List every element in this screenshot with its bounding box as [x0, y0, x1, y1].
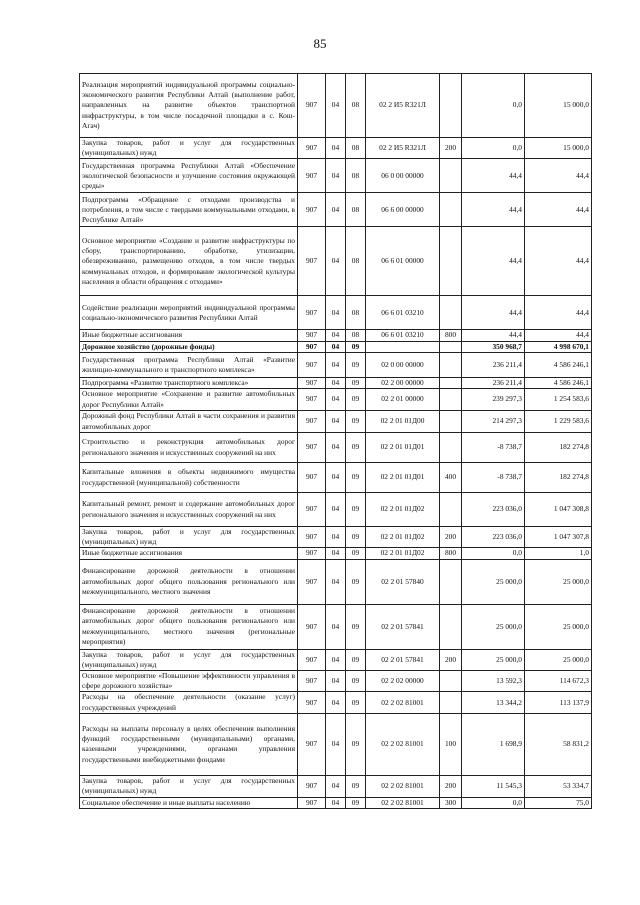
amount-total: 1 254 583,6	[525, 389, 592, 411]
subsection-code: 09	[346, 692, 366, 713]
subsection-code: 09	[346, 433, 366, 463]
section-code: 04	[326, 548, 346, 559]
expense-type-code	[440, 692, 462, 713]
amount-total: 44,4	[525, 296, 592, 330]
expense-type-code: 800	[440, 548, 462, 559]
subsection-code: 09	[346, 377, 366, 388]
expense-type-code	[440, 411, 462, 433]
amount-change: 214 297,3	[462, 411, 525, 433]
grbs-code: 907	[298, 330, 326, 341]
subsection-code: 08	[346, 227, 366, 296]
section-code: 04	[326, 389, 346, 411]
expense-type-code	[440, 296, 462, 330]
section-code: 04	[326, 604, 346, 649]
expense-type-code	[440, 671, 462, 692]
row-name: Закупка товаров, работ и услуг для государственных (муниципальных) нужд	[80, 527, 298, 548]
grbs-code: 907	[298, 352, 326, 377]
grbs-code: 907	[298, 411, 326, 433]
section-code: 04	[326, 433, 346, 463]
section-code: 04	[326, 797, 346, 808]
target-article-code: 06 0 00 00000	[366, 159, 440, 193]
subsection-code: 08	[346, 330, 366, 341]
target-article-code: 06 6 01 00000	[366, 227, 440, 296]
expense-type-code	[440, 341, 462, 352]
subsection-code: 09	[346, 671, 366, 692]
amount-change: 236 211,4	[462, 352, 525, 377]
amount-change: 239 297,3	[462, 389, 525, 411]
row-name: Основное мероприятие «Сохранение и развитие автомобильных дорог Республики Алтай»	[80, 389, 298, 411]
amount-change: 44,4	[462, 330, 525, 341]
target-article-code: 02 2 01 57841	[366, 604, 440, 649]
grbs-code: 907	[298, 227, 326, 296]
row-name: Финансирование дорожной деятельности в отношении автомобильных дорог общего пользования регионального или межмуниципального, местного значения (региональные мероприятия)	[80, 604, 298, 649]
expense-type-code: 200	[440, 775, 462, 797]
grbs-code: 907	[298, 138, 326, 159]
table-row	[80, 433, 592, 463]
table-row	[80, 352, 592, 377]
target-article-code: 06 6 00 00000	[366, 193, 440, 227]
subsection-code: 08	[346, 193, 366, 227]
amount-change: 44,4	[462, 227, 525, 296]
grbs-code: 907	[298, 548, 326, 559]
section-code: 04	[326, 713, 346, 775]
target-article-code: 02 2 02 81001	[366, 775, 440, 797]
expense-type-code	[440, 377, 462, 388]
section-code: 04	[326, 227, 346, 296]
row-name: Капитальные вложения в объекты недвижимого имущества государственной (муниципальной) собственности	[80, 463, 298, 493]
subsection-code: 09	[346, 411, 366, 433]
target-article-code: 02 2 02 81001	[366, 797, 440, 808]
table-row	[80, 692, 592, 713]
amount-change: 25 000,0	[462, 649, 525, 670]
grbs-code: 907	[298, 296, 326, 330]
row-name: Расходы на выплаты персоналу в целях обеспечения выполнения функций государственными (муниципальными) органами, казенными учреждениями, органами управления государственными внебюджетными фондами	[80, 713, 298, 775]
section-code: 04	[326, 775, 346, 797]
amount-change: 11 545,3	[462, 775, 525, 797]
row-name: Закупка товаров, работ и услуг для государственных (муниципальных) нужд	[80, 775, 298, 797]
amount-total: 1 229 583,6	[525, 411, 592, 433]
section-code: 04	[326, 330, 346, 341]
row-name: Реализация мероприятий индивидуальной программы социально-экономического развития Республики Алтай (выполнение работ, направленных на развитие объектов транспортной инфраструктуры, в том числе посадочной площадки в с. Кош-Агач)	[80, 74, 298, 138]
expense-type-code: 200	[440, 527, 462, 548]
section-code: 04	[326, 352, 346, 377]
row-name: Финансирование дорожной деятельности в отношении автомобильных дорог общего пользования регионального или межмуниципального, местного значения	[80, 559, 298, 604]
amount-total: 53 334,7	[525, 775, 592, 797]
amount-change: 44,4	[462, 193, 525, 227]
target-article-code: 06 6 01 03210	[366, 296, 440, 330]
section-code: 04	[326, 649, 346, 670]
row-name: Капитальный ремонт, ремонт и содержание автомобильных дорог регионального значения и искусственных сооружений на них	[80, 493, 298, 527]
table-row	[80, 713, 592, 775]
amount-change: 223 036,0	[462, 493, 525, 527]
target-article-code: 06 6 01 03210	[366, 330, 440, 341]
target-article-code: 02 2 02 81001	[366, 692, 440, 713]
amount-change: 44,4	[462, 159, 525, 193]
amount-total: 4 998 670,1	[525, 341, 592, 352]
grbs-code: 907	[298, 775, 326, 797]
subsection-code: 09	[346, 389, 366, 411]
row-name: Дорожное хозяйство (дорожные фонды)	[80, 341, 298, 352]
amount-total: 182 274,8	[525, 463, 592, 493]
grbs-code: 907	[298, 559, 326, 604]
amount-total: 44,4	[525, 330, 592, 341]
target-article-code: 02 2 01 57841	[366, 649, 440, 670]
page-number: 85	[313, 36, 327, 51]
table-row	[80, 159, 592, 193]
grbs-code: 907	[298, 377, 326, 388]
subsection-code: 09	[346, 527, 366, 548]
amount-change: 0,0	[462, 138, 525, 159]
table-row	[80, 548, 592, 559]
table-row	[80, 671, 592, 692]
table-row	[80, 227, 592, 296]
table-row	[80, 527, 592, 548]
amount-total: 44,4	[525, 193, 592, 227]
subsection-code: 09	[346, 713, 366, 775]
grbs-code: 907	[298, 527, 326, 548]
subsection-code: 08	[346, 74, 366, 138]
section-code: 04	[326, 493, 346, 527]
expense-type-code	[440, 493, 462, 527]
table-row	[80, 296, 592, 330]
amount-total: 15 000,0	[525, 138, 592, 159]
amount-total: 113 137,9	[525, 692, 592, 713]
subsection-code: 09	[346, 493, 366, 527]
amount-total: 1,0	[525, 548, 592, 559]
expense-type-code	[440, 227, 462, 296]
subsection-code: 09	[346, 559, 366, 604]
expense-type-code: 400	[440, 463, 462, 493]
amount-change: 13 592,3	[462, 671, 525, 692]
amount-change: 1 698,9	[462, 713, 525, 775]
target-article-code: 02 2 01 01Д02	[366, 493, 440, 527]
table-row	[80, 330, 592, 341]
grbs-code: 907	[298, 159, 326, 193]
row-name: Подпрограмма «Обращение с отходами производства и потребления, в том числе с твердыми коммунальными отходами, в Республике Алтай»	[80, 193, 298, 227]
row-name: Иные бюджетные ассигнования	[80, 548, 298, 559]
subsection-code: 08	[346, 296, 366, 330]
subsection-code: 09	[346, 604, 366, 649]
grbs-code: 907	[298, 797, 326, 808]
table-row	[80, 341, 592, 352]
target-article-code: 02 2 01 01Д01	[366, 433, 440, 463]
section-code: 04	[326, 411, 346, 433]
amount-total: 114 672,3	[525, 671, 592, 692]
amount-change: 0,0	[462, 548, 525, 559]
table-row	[80, 559, 592, 604]
subsection-code: 09	[346, 463, 366, 493]
target-article-code: 02 2 01 01Д02	[366, 527, 440, 548]
expense-type-code	[440, 433, 462, 463]
target-article-code: 02 0 00 00000	[366, 352, 440, 377]
section-code: 04	[326, 341, 346, 352]
amount-change: 25 000,0	[462, 559, 525, 604]
expense-type-code: 800	[440, 330, 462, 341]
subsection-code: 09	[346, 775, 366, 797]
subsection-code: 09	[346, 341, 366, 352]
amount-change: 44,4	[462, 296, 525, 330]
expense-type-code: 200	[440, 649, 462, 670]
amount-change: 0,0	[462, 74, 525, 138]
amount-total: 25 000,0	[525, 649, 592, 670]
budget-table	[79, 73, 592, 809]
grbs-code: 907	[298, 463, 326, 493]
amount-total: 15 000,0	[525, 74, 592, 138]
section-code: 04	[326, 74, 346, 138]
amount-change: 13 344,2	[462, 692, 525, 713]
grbs-code: 907	[298, 692, 326, 713]
amount-total: 75,0	[525, 797, 592, 808]
subsection-code: 08	[346, 138, 366, 159]
row-name: Строительство и реконструкция автомобильных дорог регионального значения и искусственных сооружений на них	[80, 433, 298, 463]
table-row	[80, 649, 592, 670]
row-name: Социальное обеспечение и иные выплаты населению	[80, 797, 298, 808]
expense-type-code	[440, 193, 462, 227]
section-code: 04	[326, 296, 346, 330]
grbs-code: 907	[298, 649, 326, 670]
subsection-code: 09	[346, 797, 366, 808]
amount-change: 236 211,4	[462, 377, 525, 388]
amount-change: 25 000,0	[462, 604, 525, 649]
grbs-code: 907	[298, 389, 326, 411]
amount-change: -8 738,7	[462, 433, 525, 463]
section-code: 04	[326, 193, 346, 227]
target-article-code: 02 2 01 01Д01	[366, 463, 440, 493]
target-article-code: 02 2 И5 R321Л	[366, 138, 440, 159]
row-name: Основное мероприятие «Создание и развитие инфраструктуры по сбору, транспортированию, обработке, утилизации, обезвреживанию, размещению отходов, в том числе твердых коммунальных отходов, и формирование экологической культуры населения в области обращения с отходами»	[80, 227, 298, 296]
target-article-code: 02 2 00 00000	[366, 377, 440, 388]
row-name: Иные бюджетные ассигнования	[80, 330, 298, 341]
section-code: 04	[326, 559, 346, 604]
row-name: Дорожный фонд Республики Алтай в части сохранения и развития автомобильных дорог	[80, 411, 298, 433]
row-name: Закупка товаров, работ и услуг для государственных (муниципальных) нужд	[80, 138, 298, 159]
subsection-code: 09	[346, 352, 366, 377]
amount-change: -8 738,7	[462, 463, 525, 493]
table-row	[80, 797, 592, 808]
subsection-code: 08	[346, 159, 366, 193]
amount-total: 44,4	[525, 227, 592, 296]
amount-total: 4 586 246,1	[525, 352, 592, 377]
grbs-code: 907	[298, 433, 326, 463]
target-article-code: 02 2 01 01Д02	[366, 548, 440, 559]
amount-change: 223 036,0	[462, 527, 525, 548]
row-name: Содействие реализации мероприятий индивидуальной программы социально-экономического развития Республики Алтай	[80, 296, 298, 330]
subsection-code: 09	[346, 649, 366, 670]
row-name: Закупка товаров, работ и услуг для государственных (муниципальных) нужд	[80, 649, 298, 670]
amount-total: 25 000,0	[525, 559, 592, 604]
subsection-code: 09	[346, 548, 366, 559]
target-article-code: 02 2 01 00000	[366, 389, 440, 411]
row-name: Государственная программа Республики Алтай «Обеспечение экологической безопасности и улучшение состояния окружающей среды»	[80, 159, 298, 193]
target-article-code: 02 2 01 01Д00	[366, 411, 440, 433]
table-row	[80, 775, 592, 797]
expense-type-code	[440, 559, 462, 604]
expense-type-code	[440, 604, 462, 649]
table-row	[80, 411, 592, 433]
table-row	[80, 389, 592, 411]
section-code: 04	[326, 463, 346, 493]
target-article-code: 02 2 И5 R321Л	[366, 74, 440, 138]
table-row	[80, 463, 592, 493]
table-row	[80, 604, 592, 649]
amount-total: 25 000,0	[525, 604, 592, 649]
amount-change: 0,0	[462, 797, 525, 808]
row-name: Подпрограмма «Развитие транспортного комплекса»	[80, 377, 298, 388]
row-name: Расходы на обеспечение деятельности (оказание услуг) государственных учреждений	[80, 692, 298, 713]
section-code: 04	[326, 138, 346, 159]
section-code: 04	[326, 692, 346, 713]
expense-type-code	[440, 159, 462, 193]
amount-total: 44,4	[525, 159, 592, 193]
amount-total: 1 047 308,8	[525, 493, 592, 527]
target-article-code: 02 2 02 81001	[366, 713, 440, 775]
section-code: 04	[326, 671, 346, 692]
amount-total: 4 586 246,1	[525, 377, 592, 388]
grbs-code: 907	[298, 341, 326, 352]
table-row	[80, 138, 592, 159]
grbs-code: 907	[298, 713, 326, 775]
amount-total: 58 831,2	[525, 713, 592, 775]
expense-type-code: 300	[440, 797, 462, 808]
row-name: Основное мероприятие «Повышение эффективности управления в сфере дорожного хозяйства»	[80, 671, 298, 692]
amount-total: 1 047 307,8	[525, 527, 592, 548]
section-code: 04	[326, 377, 346, 388]
section-code: 04	[326, 527, 346, 548]
table-row	[80, 74, 592, 138]
grbs-code: 907	[298, 671, 326, 692]
grbs-code: 907	[298, 604, 326, 649]
target-article-code: 02 2 02 00000	[366, 671, 440, 692]
section-code: 04	[326, 159, 346, 193]
expense-type-code	[440, 389, 462, 411]
grbs-code: 907	[298, 193, 326, 227]
table-row	[80, 493, 592, 527]
amount-total: 182 274,8	[525, 433, 592, 463]
amount-change: 350 968,7	[462, 341, 525, 352]
expense-type-code: 100	[440, 713, 462, 775]
expense-type-code	[440, 352, 462, 377]
table-row	[80, 193, 592, 227]
expense-type-code: 200	[440, 138, 462, 159]
grbs-code: 907	[298, 493, 326, 527]
target-article-code: 02 2 01 57840	[366, 559, 440, 604]
table-row	[80, 377, 592, 388]
target-article-code	[366, 341, 440, 352]
grbs-code: 907	[298, 74, 326, 138]
row-name: Государственная программа Республики Алтай «Развитие жилищно-коммунального и транспортного комплекса»	[80, 352, 298, 377]
expense-type-code	[440, 74, 462, 138]
